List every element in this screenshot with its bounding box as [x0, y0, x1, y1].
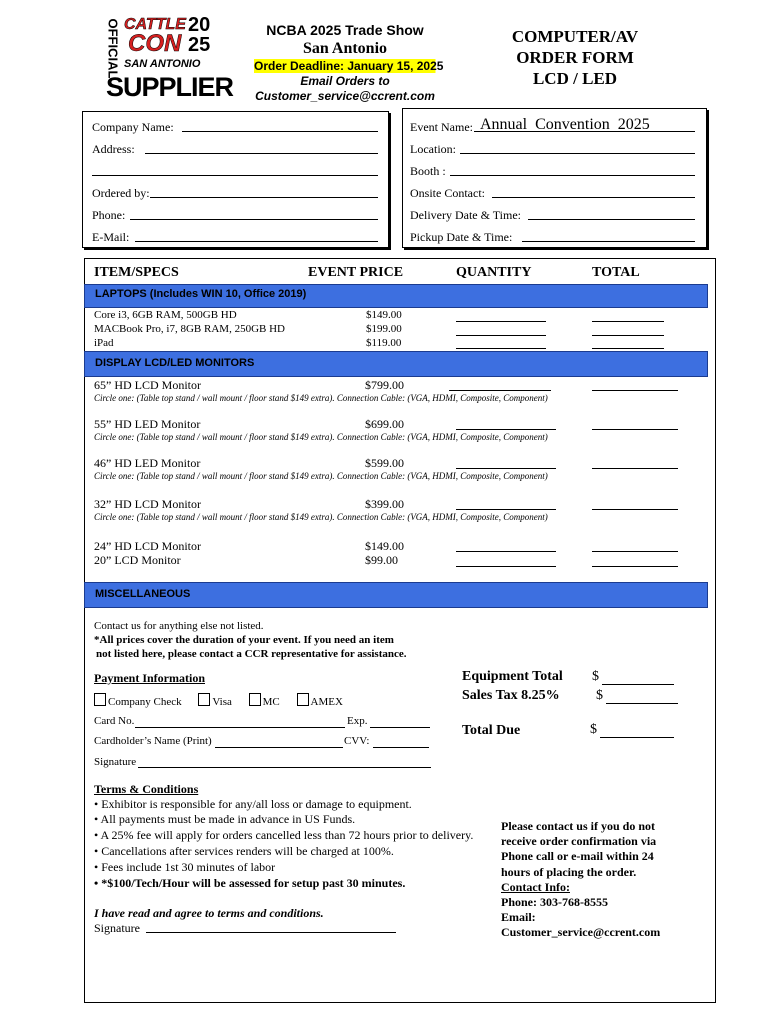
small-monitor-name: 20” LCD Monitor	[94, 553, 181, 567]
terms-heading: Terms & Conditions	[94, 782, 199, 796]
laptop-price: $119.00	[366, 337, 402, 349]
company-check-label: Company Check	[108, 696, 182, 708]
laptop-name: MACBook Pro, i7, 8GB RAM, 250GB HD	[94, 323, 285, 335]
ordered-by-field[interactable]	[150, 197, 378, 198]
monitor-price: $699.00	[365, 417, 404, 431]
expiry-label: Exp.	[347, 715, 368, 727]
sales-tax-field[interactable]	[606, 703, 678, 704]
contact-email[interactable]: Customer_service@ccrent.com	[501, 925, 661, 940]
equipment-total-dollar: $	[592, 669, 599, 684]
contact-phone: Phone: 303-768-8555	[501, 895, 608, 910]
small-monitor-price: $149.00	[365, 539, 404, 553]
phone-label: Phone:	[92, 208, 126, 222]
contact-notice	[501, 819, 660, 941]
laptop-total-field[interactable]	[592, 321, 664, 322]
email-label: E-Mail:	[92, 230, 130, 244]
form-title-line1: COMPUTER/AV	[511, 27, 639, 46]
official-supplier-logo	[105, 14, 234, 106]
monitor-total-field[interactable]	[592, 429, 678, 430]
total-due-dollar: $	[590, 722, 597, 737]
cardholder-label: Cardholder’s Name (Print)	[94, 735, 212, 747]
booth-label: Booth :	[410, 164, 446, 178]
cvv-label: CVV:	[344, 735, 370, 747]
visa-checkbox[interactable]	[198, 693, 210, 706]
section-misc	[84, 582, 708, 608]
ordered-by-label: Ordered by:	[92, 186, 150, 200]
equipment-total-field[interactable]	[602, 684, 674, 685]
company-name-field[interactable]	[182, 131, 378, 132]
logo-official-text: OFFICIAL	[105, 18, 121, 79]
show-title: NCBA 2025 Trade Show	[266, 22, 424, 38]
column-header-total: TOTAL	[592, 265, 640, 280]
monitor-price: $399.00	[365, 497, 404, 511]
contact-info-heading: Contact Info:	[501, 879, 570, 894]
laptop-qty-field[interactable]	[456, 335, 546, 336]
monitor-options-note[interactable]: Circle one: (Table top stand / wall mount / floor stand $149 extra). Connection Cable: (VGA, HDMI, Composite, Component)	[94, 471, 548, 481]
event-name-field[interactable]	[474, 131, 695, 132]
laptop-price: $199.00	[366, 323, 402, 335]
expiry-field[interactable]	[370, 727, 430, 728]
laptop-qty-field[interactable]	[456, 321, 546, 322]
terms-signature-label: Signature	[94, 921, 140, 935]
laptop-total-field[interactable]	[592, 348, 664, 349]
form-title-line3: LCD / LED	[532, 69, 618, 88]
pickup-field[interactable]	[522, 241, 695, 242]
card-number-label: Card No.	[94, 715, 135, 727]
city-title: San Antonio	[302, 40, 388, 57]
misc-line-2: *All prices cover the duration of your event. If you need an item	[94, 634, 394, 646]
monitor-total-field[interactable]	[592, 468, 678, 469]
terms-item: • All payments must be made in advance in US Funds.	[94, 812, 356, 826]
monitor-qty-field[interactable]	[456, 509, 556, 510]
contact-notice-line: hours of placing the order.	[501, 864, 637, 879]
misc-line-3: not listed here, please contact a CCR representative for assistance.	[96, 648, 407, 660]
laptop-price: $149.00	[366, 309, 402, 321]
monitor-qty-field[interactable]	[456, 468, 556, 469]
column-header-quantity: QUANTITY	[456, 265, 532, 280]
form-title-line2: ORDER FORM	[516, 48, 634, 67]
monitor-name: 65” HD LCD Monitor	[94, 378, 201, 392]
onsite-contact-label: Onsite Contact:	[410, 186, 485, 200]
order-deadline	[254, 59, 443, 73]
total-due-field[interactable]	[600, 737, 674, 738]
small-monitor-name: 24” HD LCD Monitor	[94, 539, 201, 553]
logo-con-text: CON	[128, 30, 182, 57]
mc-label: MC	[262, 696, 280, 708]
section-misc-title: MISCELLANEOUS	[95, 588, 191, 600]
visa-label: Visa	[212, 696, 232, 708]
location-field[interactable]	[460, 153, 695, 154]
location-label: Location:	[410, 142, 456, 156]
event-name-label: Event Name:	[410, 120, 473, 134]
terms-item: • A 25% fee will apply for orders cancelled less than 72 hours prior to delivery.	[94, 828, 474, 842]
logo-year-top: 20	[188, 14, 211, 36]
company-name-label: Company Name:	[92, 120, 174, 134]
terms-signature-field[interactable]	[146, 932, 396, 933]
equipment-total-label: Equipment Total	[462, 669, 563, 684]
pickup-label: Pickup Date & Time:	[410, 230, 513, 244]
terms-item: • Exhibitor is responsible for any/all loss or damage to equipment.	[94, 797, 412, 811]
event-name-value[interactable]: Annual Convention 2025	[480, 116, 650, 133]
laptop-name: iPad	[94, 337, 114, 349]
laptop-total-field[interactable]	[592, 335, 664, 336]
section-laptops-title: LAPTOPS (Includes WIN 10, Office 2019)	[95, 288, 307, 300]
terms-item: • Cancellations after services renders will be charged at 100%.	[94, 844, 394, 858]
delivery-label: Delivery Date & Time:	[410, 208, 521, 222]
contact-email-label: Email:	[501, 910, 536, 925]
small-monitor-price: $99.00	[365, 553, 398, 567]
monitor-total-field[interactable]	[592, 509, 678, 510]
small-monitor-total-field[interactable]	[592, 551, 678, 552]
email-orders-label: Email Orders to	[300, 74, 390, 88]
phone-field[interactable]	[130, 219, 378, 220]
email-orders-address: Customer_service@ccrent.com	[255, 89, 435, 103]
company-check-checkbox[interactable]	[94, 693, 106, 706]
payment-heading: Payment Information	[94, 671, 205, 685]
cvv-field[interactable]	[373, 747, 429, 748]
small-monitor-total-field[interactable]	[592, 566, 678, 567]
contact-notice-line: Please contact us if you do not	[501, 819, 655, 833]
section-display	[84, 351, 708, 377]
mc-checkbox[interactable]	[249, 693, 261, 706]
address-label: Address:	[92, 142, 135, 156]
monitor-price: $599.00	[365, 456, 404, 470]
delivery-field[interactable]	[528, 219, 695, 220]
payment-signature-label: Signature	[94, 756, 137, 768]
address-field-2[interactable]	[92, 175, 378, 176]
column-header-price: EVENT PRICE	[308, 265, 404, 280]
amex-checkbox[interactable]	[297, 693, 309, 706]
total-due-label: Total Due	[462, 723, 521, 738]
laptop-name: Core i3, 6GB RAM, 500GB HD	[94, 309, 237, 321]
section-laptops	[84, 284, 708, 308]
address-field[interactable]	[145, 153, 378, 154]
terms-bold-item: • *$100/Tech/Hour will be assessed for setup past 30 minutes.	[94, 876, 406, 890]
logo-supplier-text: SUPPLIER	[106, 72, 234, 102]
small-monitor-qty-field[interactable]	[456, 551, 556, 552]
section-display-title: DISPLAY LCD/LED MONITORS	[95, 357, 255, 369]
terms-item: • Fees include 1st 30 minutes of labor	[94, 860, 276, 874]
sales-tax-dollar: $	[596, 688, 603, 703]
contact-notice-line: receive order confirmation via	[501, 834, 657, 849]
monitor-options-note[interactable]: Circle one: (Table top stand / wall mount / floor stand $149 extra). Connection Cable: (VGA, HDMI, Composite, Component)	[94, 432, 548, 442]
contact-notice-line: Phone call or e-mail within 24	[501, 849, 654, 864]
monitor-name: 55” HD LED Monitor	[94, 417, 201, 431]
monitor-name: 32” HD LCD Monitor	[94, 497, 201, 511]
logo-san-antonio-text: SAN ANTONIO	[124, 58, 201, 70]
small-monitor-qty-field[interactable]	[456, 566, 556, 567]
onsite-contact-field[interactable]	[492, 197, 695, 198]
order-deadline-text: Order Deadline: January 15, 2025	[254, 59, 444, 73]
card-number-field[interactable]	[135, 727, 345, 728]
monitor-qty-field[interactable]	[449, 390, 551, 391]
monitor-price: $799.00	[365, 378, 404, 392]
monitor-options-note[interactable]: Circle one: (Table top stand / wall mount / floor stand $149 extra). Connection Cable: (VGA, HDMI, Composite, Component)	[94, 393, 548, 403]
terms-agree: I have read and agree to terms and conditions.	[94, 906, 324, 920]
sales-tax-label: Sales Tax 8.25%	[462, 688, 560, 703]
monitor-total-field[interactable]	[592, 390, 678, 391]
cardholder-field[interactable]	[215, 747, 343, 748]
monitor-name: 46” HD LED Monitor	[94, 456, 201, 470]
monitor-qty-field[interactable]	[456, 429, 556, 430]
column-header-item: ITEM/SPECS	[94, 265, 179, 280]
logo-year-bottom: 25	[188, 34, 211, 56]
payment-signature-field[interactable]	[138, 767, 431, 768]
form-title	[490, 26, 660, 89]
misc-line-1: Contact us for anything else not listed.	[94, 620, 264, 632]
booth-field[interactable]	[450, 175, 695, 176]
laptop-qty-field[interactable]	[456, 348, 546, 349]
payment-methods	[94, 693, 343, 708]
amex-label: AMEX	[310, 696, 343, 708]
logo-cattle-text: CATTLE	[124, 16, 186, 33]
email-field[interactable]	[135, 241, 378, 242]
monitor-options-note[interactable]: Circle one: (Table top stand / wall mount / floor stand $149 extra). Connection Cable: (VGA, HDMI, Composite, Component)	[94, 512, 548, 522]
